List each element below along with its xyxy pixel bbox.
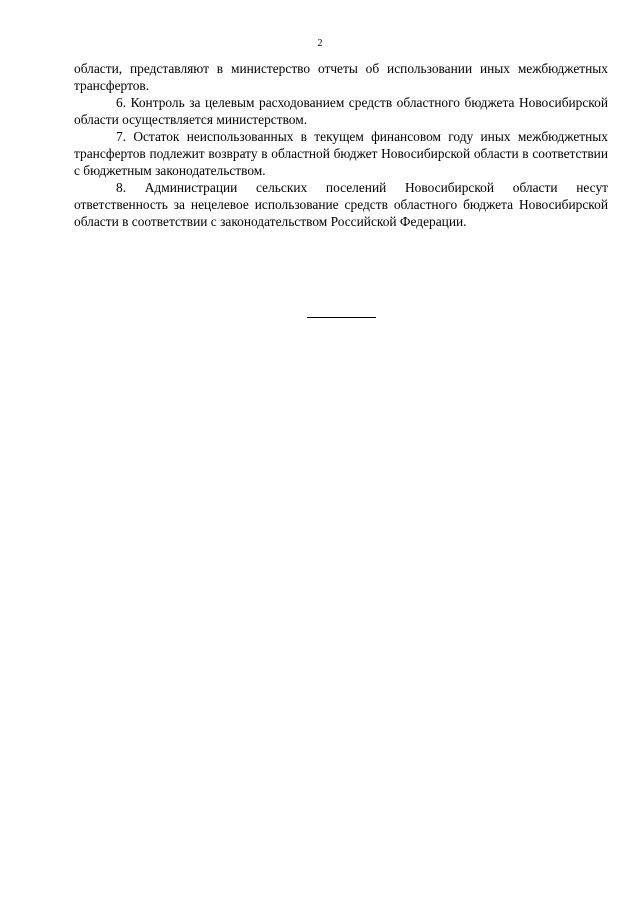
paragraph-continuation: области, представляют в министерство отчеты об использовании иных межбюджетных трансфертов. <box>74 61 608 93</box>
end-of-document-rule <box>307 317 376 318</box>
document-body <box>74 60 608 230</box>
paragraph-item-6: 6. Контроль за целевым расходованием средств областного бюджета Новосибирской области осуществляется министерством. <box>74 95 608 127</box>
paragraph-item-8: 8. Администрации сельских поселений Новосибирской области несут ответственность за нецелевое использование средств областного бюджета Новосибирской области в соответствии с законодательством Российской Федерации. <box>74 180 608 229</box>
page-number: 2 <box>317 38 323 49</box>
paragraph-item-7: 7. Остаток неиспользованных в текущем финансовом году иных межбюджетных трансфертов подлежит возврату в областной бюджет Новосибирской области в соответствии с бюджетным законодательством. <box>74 129 608 178</box>
